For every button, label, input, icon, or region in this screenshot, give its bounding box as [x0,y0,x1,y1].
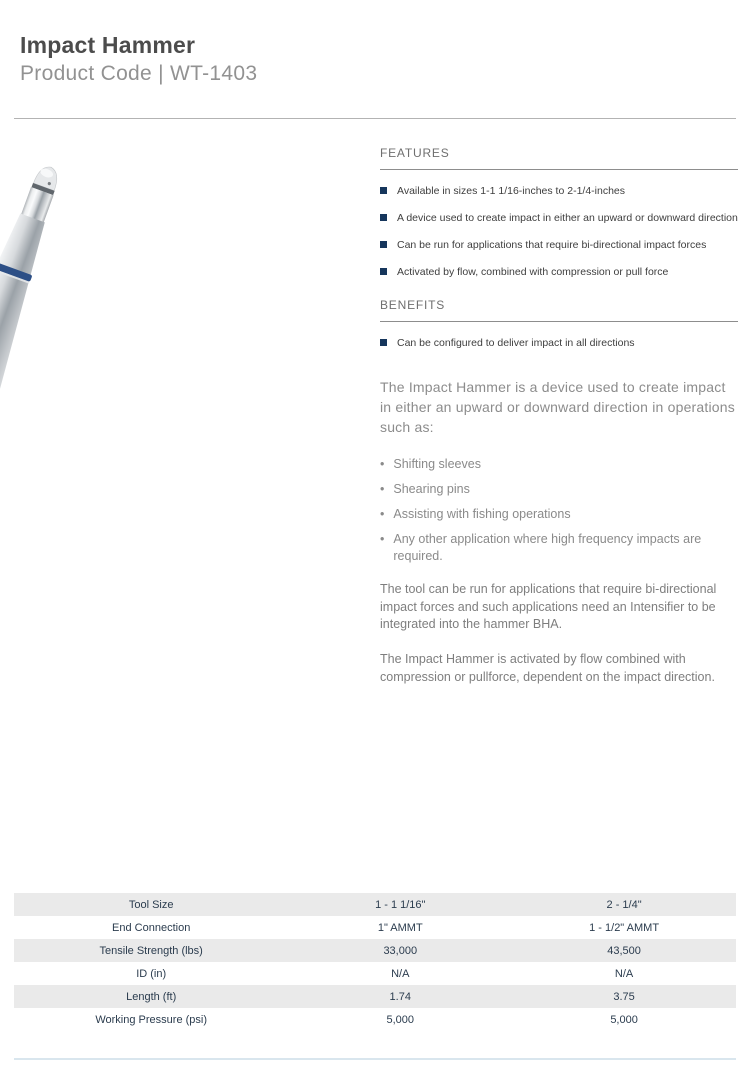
square-bullet-icon [380,241,387,248]
spec-value: 43,500 [607,944,641,957]
feature-item [380,266,738,279]
features-divider [380,169,738,170]
product-code: Product Code | WT-1403 [20,62,258,85]
spec-value: 1" AMMT [377,921,423,934]
spec-value: 5,000 [386,1013,415,1026]
spec-value: 1 - 1 1/16" [375,898,426,911]
features-heading: FEATURES [380,146,450,160]
round-bullet-icon: • [380,481,385,496]
body-paragraph-2: The Impact Hammer is activated by flow combined with compression or pullforce, dependent on the impact direction. [380,652,715,684]
spec-label: ID (in) [136,967,167,980]
tool-body [0,202,76,591]
square-bullet-icon [380,214,387,221]
page-title: Impact Hammer [20,32,196,58]
round-bullet-icon: • [380,507,385,522]
spec-value: 5,000 [610,1013,638,1026]
spec-value: 1.74 [389,990,411,1003]
content-column [380,146,738,687]
features-list [380,185,738,280]
spec-value: N/A [391,967,410,980]
table-row [14,962,736,985]
benefit-text: Can be configured to deliver impact in all directions [397,336,635,349]
benefits-divider [380,321,738,322]
header-divider [14,118,736,119]
spec-value: 33,000 [383,944,418,957]
body-paragraph-1: The tool can be run for applications that require bi-directional impact forces and such applications need an Intensifier to be integrated into the hammer BHA. [380,581,717,632]
square-bullet-icon [380,339,387,346]
feature-text: Available in sizes 1-1 1/16-inches to 2-1/4-inches [397,185,626,197]
feature-text: Can be run for applications that require bi-directional impact forces [397,239,707,252]
round-bullet-icon: • [380,456,385,471]
square-bullet-icon [380,268,387,275]
spec-label: End Connection [112,921,191,934]
benefits-section [380,298,738,350]
spec-value: 1 - 1/2" AMMT [589,921,660,934]
table-row [14,916,736,939]
table-row [14,1008,736,1031]
benefits-heading: BENEFITS [380,297,446,312]
application-item [380,456,738,472]
feature-item [380,239,738,252]
spec-value: 3.75 [613,990,635,1003]
benefit-item [380,337,738,350]
application-text: Shifting sleeves [393,456,481,471]
table-row [14,893,736,916]
application-item [380,506,738,522]
feature-text: Activated by flow, combined with compression or pull force [397,266,669,279]
impact-hammer-tool-image [0,130,370,875]
spec-label: Tensile Strength (lbs) [99,944,203,957]
application-item [380,531,738,564]
spec-value: 2 - 1/4" [606,898,642,911]
spec-table [14,893,736,1031]
table-row [14,985,736,1008]
spec-value: N/A [614,967,634,980]
feature-text: A device used to create impact in either an upward or downward direction [397,212,738,225]
application-text: Assisting with fishing operations [393,507,571,522]
application-text: Shearing pins [393,481,470,496]
round-bullet-icon: • [380,532,385,547]
spec-label: Working Pressure (psi) [95,1013,208,1026]
feature-item [380,185,738,198]
table-row [14,939,736,962]
square-bullet-icon [380,187,387,194]
product-photo [0,130,370,875]
footer-divider [14,1058,736,1060]
spec-label: Length (ft) [126,990,177,1003]
applications-list [380,456,738,564]
spec-label: Tool Size [128,898,174,911]
application-text: Any other application where high frequency impacts are required. [393,532,702,563]
benefits-list [380,337,738,350]
application-item [380,481,738,497]
feature-item [380,212,738,225]
intro-paragraph: The Impact Hammer is a device used to create impact in either an upward or downward direction in operations such as: [380,378,735,436]
